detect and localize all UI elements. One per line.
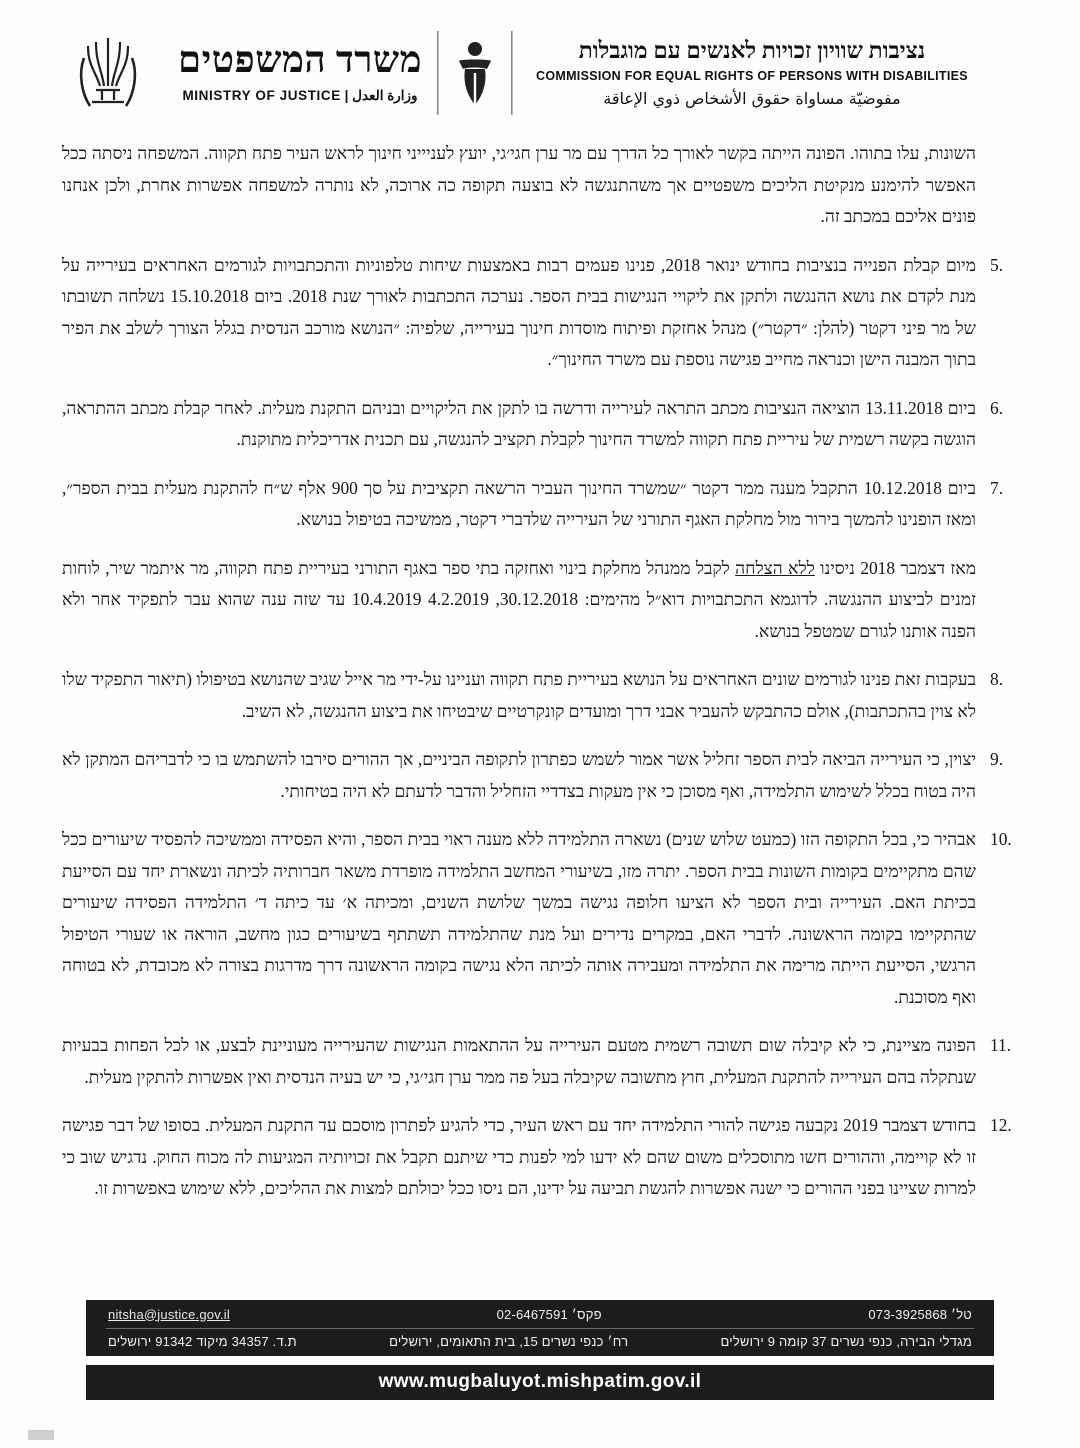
document-footer (86, 1300, 994, 1396)
paragraph-text: בעקבות זאת פנינו לגורמים שונים האחראים על הנושא בעיריית פתח תקווה ועניינו על-ידי מר אייל שגיב שהנושא בטיפולו (תיאור התפקיד שלו לא צוין בהתכתבות), אולם כהתבקש להעביר אבני דרך ומועדים קונקרטיים שיבטיחו את ביצוע ההנגשה, לא השיב. (62, 669, 976, 721)
paragraph-block (62, 1030, 1018, 1093)
footer-address-mid: רח׳ כנפי נשרים 15, בית התאומים, ירושלים (389, 1333, 629, 1349)
paragraph-number: .7 (990, 477, 1004, 498)
paragraph-text: ביום 13.11.2018 הוציאה הנציבות מכתב התראה לעירייה ודרשה בו לתקן את הליקויים ובניהם התקנת מעלית. לאחר קבלת מכתב ההתראה, הוגשה בקשה רשמית של עיריית פתח תקווה למשרד החינוך לקבלת תקציב להנגשה, עם תכנית אדריכלית מתוקנת. (62, 397, 977, 449)
paragraph-block (62, 250, 1018, 376)
paragraph-block (62, 393, 1018, 456)
footer-address-left: מגדלי הבירה, כנפי נשרים 37 קומה 9 ירושלים (720, 1333, 972, 1349)
paragraph-text: יצוין, כי העירייה הביאה לבית הספר זחליל אשר אמור לשמש כפתרון לתקופה הביניים, אך ההורים סירבו להשתמש בו כי לדבריהם המתקן לא היה בטוח בכלל לשימוש התלמידה, ואף מסוכן כי אין מעקות בצדדיי הזחליל והדבר לדעתם לא היה בטיחותי. (62, 749, 976, 801)
paragraph-block (62, 1110, 1018, 1205)
paragraph-number: .10 (990, 829, 1012, 849)
paragraph-text: השונות, עלו בתוהו. הפונה הייתה בקשר לאורך כל הדרך עם מר ערן חגי׳גי, יועץ לעניייני חינוך לראש העיר פתח תקווה. המשפחה ניסתה ככל האפשר להימנע מנקיטת הליכים משפטיים אך משהתנגשה לא בוצעה תקופה כה ארוכה, לא נותרה למשפחה אפשרות אחרת, ולכן אנחנו פונים אליכם במכתב זה. (62, 143, 976, 226)
paragraph-number: .12 (990, 1115, 1012, 1135)
paragraph-text: אבהיר כי, בכל התקופה הזו (כמעט שלוש שנים) נשארה התלמידה ללא מענה ראוי בבית הספר, והיא הפסידה וממשיכה להפסיד שיעורים ככל שהם מתקיימים בקומות השונות בבית הספר. יתרה מזו, בשיעורי המחשב התלמידה מופרדת משאר חברותיה לכיתה ונשארת יחד עם הסייעת בכיתת האם. העירייה ובית הספר לא הציעו חלופה נגישה במשך שלושת השנים, ומכיתה א׳ עד כיתה ד׳ התלמידה הפסידה שיעורים שהתקיימו בקומה הראשונה. לדברי האם, במקרים נדירים ועל מנת שהתלמידה תשתתף בשיעורים כגון מחשב, הוראה או שעורי הטיפול הרגשי, הסייעת הייתה מרימה את התלמידה ומעבירה אותה לכיתה הלא נגישה בקומה הראשונה דרך מדרגות בצורה לא מכובדת, לא בטוחה ואף מסוכנת. (62, 829, 976, 1007)
paragraph-number: .11 (990, 1035, 1012, 1055)
footer-contact-bar (86, 1300, 994, 1356)
footer-divider (106, 1328, 974, 1329)
footer-fax: פקס׳ 02-6467591 (496, 1306, 602, 1322)
commission-title-arabic: مفوضيّة مساواة حقوق الأشخاص ذوي الإعاقة (603, 89, 901, 109)
scan-corner-mark (28, 1430, 54, 1440)
paragraph-number: .5 (990, 254, 1004, 275)
ministry-title-arabic: وزارة العدل (352, 87, 418, 103)
paragraph-text: ביום 10.12.2018 התקבל מענה ממר דקטר ״שמשרד החינוך העביר הרשאה תקציבית על סך 900 אלף ש״ח להתקנת מעלית בבית הספר״, ומאז הופנינו להמשך בירור מול מחלקת האגף התורני של העירייה שלדברי דקטר, ממשיכה בטיפול בנושא. (62, 477, 976, 529)
paragraph-text: בחודש דצמבר 2019 נקבעה פגישה להורי התלמידה יחד עם ראש העיר, כדי להגיע לפתרון מוסכם עד התקנת המעלית. בסופו של דבר פגישה זו לא קויימה, וההורים חשו מתוסכלים משום שהם לא ידעו למי לפנות כדי שיתנם תקבל את זכויותיה המגיעות לה מכוח החוק. נדגיש שוב כי למרות שציינו בפני ההורים כי ישנה אפשרות להגשת תביעה על ידינו, הם ניסו ככל יכולתם למצות את ההליכים, ללא שימוש באפשרות זו. (62, 1115, 977, 1198)
ministry-title-hebrew: משרד המשפטים (178, 40, 423, 82)
footer-website-url[interactable]: www.mugbaluyot.mishpatim.gov.il (86, 1365, 994, 1400)
commission-title-hebrew: נציבות שוויון זכויות לאנשים עם מוגבלות (578, 37, 926, 63)
ministry-title-block (178, 42, 422, 104)
ministry-title-separator: | (344, 87, 349, 103)
paragraph-block (62, 473, 1018, 536)
paragraph-block (62, 553, 1018, 648)
commission-logo-icon (432, 27, 518, 119)
footer-address-row (102, 1331, 978, 1353)
ministry-title-english: MINISTRY OF JUSTICE (182, 87, 341, 103)
israel-state-emblem-icon (74, 27, 142, 119)
commission-title-english: COMMISSION FOR EQUAL RIGHTS OF PERSONS WITH DISABILITIES (536, 69, 968, 84)
paragraph-block (62, 664, 1018, 727)
paragraph-text: מאז דצמבר 2018 ניסינו ללא הצלחה לקבל ממנהל מחלקת בינוי ואחזקה בתי ספר באגף התורני בעיריית פתח תקווה, מר איתמר שיר, לוחות זמנים לביצוע ההנגשה. לדוגמא התכתבויות דוא״ל מהימים: 30.12.2018, 4.2.2019 10.4.2019 עד שזה ענה שהוא עבר לתפקיד אחר ולא הפנה אותנו לגורם שמטפל בנושא. (62, 557, 977, 641)
footer-address-right: ת.ד. 34357 מיקוד 91342 ירושלים (108, 1333, 297, 1349)
footer-phone: טל׳ 073-3925868 (868, 1306, 972, 1322)
paragraph-text: מיום קבלת הפנייה בנציבות בחודש ינואר 2018, פנינו פעמים רבות באמצעות שיחות טלפוניות והתכתבויות לגורמים האחראים בעירייה על מנת לקדם את נושא ההנגשה ולתקן את ליקויי הנגישות בבית הספר. נערכה התכתבות לאורך שנת 2018. ביום 15.10.2018 נשלחה תשובתו של מר פיני דקטר (להלן: ״דקטר״) מנהל אחזקת ופיתוח מוסדות חינוך בעירייה, שלפיה: ״הנושא מורכב הנדסית בגלל הצורך לשלב את הפיר בתוך המבנה הישן וכנראה מחייב פגישה נוספת עם משרד החינוך״. (62, 254, 977, 369)
document-header (0, 18, 1080, 128)
paragraph-number: .6 (990, 397, 1004, 418)
paragraph-block (62, 744, 1018, 807)
paragraph-block (62, 824, 1018, 1013)
commission-title-block (536, 38, 968, 108)
document-body (62, 138, 1018, 1222)
paragraph-number: .9 (990, 749, 1004, 769)
footer-contact-row (102, 1304, 978, 1326)
ministry-title-latin (178, 88, 422, 104)
paragraph-block (62, 138, 1018, 233)
footer-email-link[interactable]: nitsha@justice.gov.il (108, 1306, 230, 1322)
paragraph-number: .8 (990, 669, 1004, 689)
paragraph-text: הפונה מציינת, כי לא קיבלה שום תשובה רשמית מטעם העירייה על ההתאמות הנגישות שהעירייה מעוניינת לבצע, או לכל הפחות בבעיות שנתקלה בהם העירייה להתקנת המעלית, חוץ מתשובה שקיבלה בעל פה ממר ערן חגי׳גי, כי יש בעיה הנדסית ואין אפשרות להתקין מעלית. (62, 1035, 976, 1087)
